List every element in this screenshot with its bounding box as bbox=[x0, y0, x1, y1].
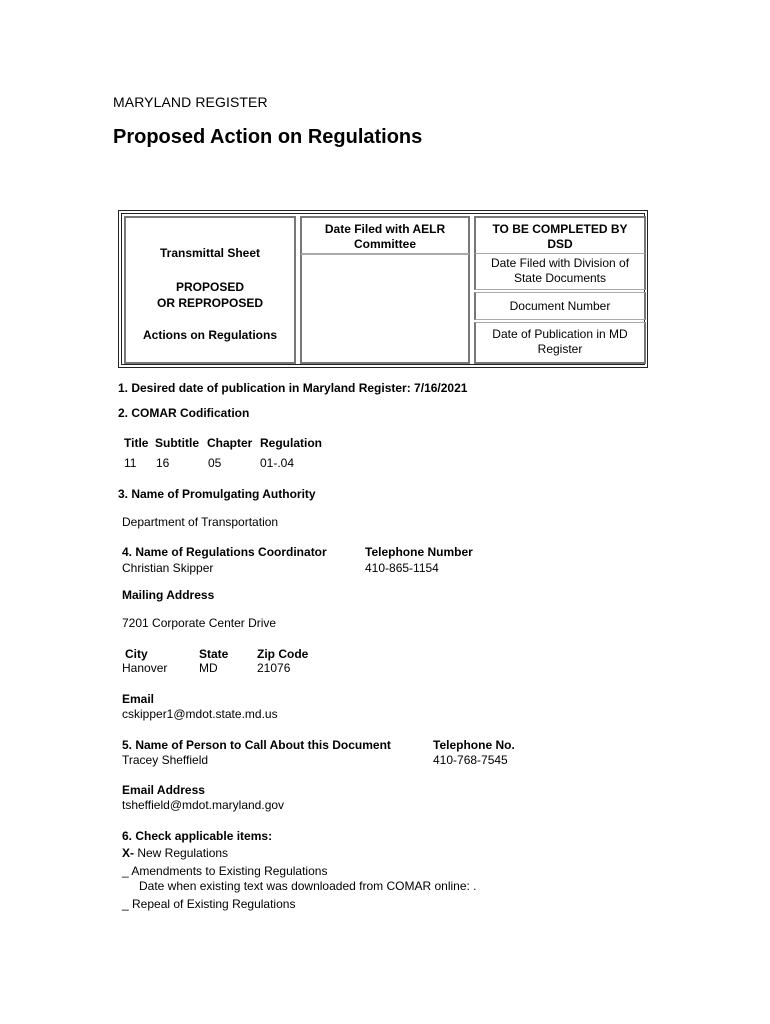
document-number-field[interactable] bbox=[474, 292, 646, 320]
publication-date-label: Date of Publication in MD Register bbox=[492, 327, 628, 356]
item-new-mark: X- bbox=[122, 846, 134, 860]
promulgating-authority-value: Department of Transportation bbox=[122, 515, 279, 529]
transmittal-sheet-label: Transmittal Sheet bbox=[159, 246, 261, 260]
dsd-header-text: TO BE COMPLETED BY DSD bbox=[492, 222, 628, 251]
city-value: Hanover bbox=[122, 661, 168, 675]
comar-header-chapter: Chapter bbox=[207, 436, 253, 450]
transmittal-inner bbox=[121, 213, 645, 365]
coordinator-phone: 410-865-1154 bbox=[365, 561, 439, 575]
applicable-items-label: 6. Check applicable items: bbox=[122, 829, 273, 843]
register-label: MARYLAND REGISTER bbox=[113, 94, 268, 110]
page-title: Proposed Action on Regulations bbox=[113, 126, 423, 148]
comar-value-title: 11 bbox=[124, 456, 137, 470]
dsd-date-filed-label: Date Filed with Division of State Documents bbox=[490, 256, 630, 285]
aelr-date-header bbox=[300, 216, 470, 254]
state-value: MD bbox=[199, 661, 218, 675]
city-label: City bbox=[125, 647, 148, 661]
contact-person-name: Tracey Sheffield bbox=[122, 753, 209, 767]
item-repeal: _ Repeal of Existing Regulations bbox=[122, 897, 296, 911]
comar-header-regulation: Regulation bbox=[260, 436, 322, 450]
comar-header-title: Title bbox=[124, 436, 149, 450]
item-amendments-note: Date when existing text was downloaded from COMAR online: . bbox=[139, 879, 477, 893]
contact-email-label: Email Address bbox=[122, 783, 205, 797]
contact-phone-label: Telephone No. bbox=[433, 738, 515, 752]
comar-value-regulation: 01-.04 bbox=[260, 456, 295, 470]
zip-label: Zip Code bbox=[257, 647, 309, 661]
item-amendments: _ Amendments to Existing Regulations bbox=[122, 864, 328, 878]
contact-person-label: 5. Name of Person to Call About this Document bbox=[122, 738, 391, 752]
aelr-date-header-text: Date Filed with AELR Committee bbox=[324, 222, 446, 251]
transmittal-left-cell bbox=[124, 216, 296, 364]
mailing-address-label: Mailing Address bbox=[122, 588, 215, 602]
coordinator-email: cskipper1@mdot.state.md.us bbox=[122, 707, 278, 721]
dsd-header bbox=[474, 216, 646, 254]
state-label: State bbox=[199, 647, 229, 661]
document-number-label: Document Number bbox=[509, 299, 611, 313]
item-new-regulations bbox=[122, 846, 228, 860]
publication-date-field[interactable] bbox=[474, 322, 646, 364]
promulgating-authority-label: 3. Name of Promulgating Authority bbox=[118, 487, 316, 501]
actions-label: Actions on Regulations bbox=[142, 328, 277, 342]
contact-email: tsheffield@mdot.maryland.gov bbox=[122, 798, 285, 812]
desired-publication-date: 1. Desired date of publication in Maryland Register: 7/16/2021 bbox=[118, 381, 468, 395]
comar-codification-label: 2. COMAR Codification bbox=[118, 406, 250, 420]
aelr-date-field[interactable] bbox=[300, 254, 470, 364]
regulations-coordinator-name: Christian Skipper bbox=[122, 561, 214, 575]
reproposed-label: OR REPROPOSED bbox=[156, 296, 264, 310]
contact-phone: 410-768-7545 bbox=[433, 753, 508, 767]
proposed-label: PROPOSED bbox=[175, 280, 244, 294]
item-new-text: New Regulations bbox=[137, 846, 229, 860]
dsd-date-filed-field[interactable] bbox=[474, 254, 646, 290]
comar-value-subtitle: 16 bbox=[156, 456, 170, 470]
coordinator-phone-label: Telephone Number bbox=[365, 545, 473, 559]
comar-value-chapter: 05 bbox=[208, 456, 222, 470]
transmittal-box bbox=[118, 210, 648, 368]
mailing-address: 7201 Corporate Center Drive bbox=[122, 616, 277, 630]
comar-header-subtitle: Subtitle bbox=[155, 436, 199, 450]
coordinator-email-label: Email bbox=[122, 692, 155, 706]
regulations-coordinator-label: 4. Name of Regulations Coordinator bbox=[122, 545, 327, 559]
zip-value: 21076 bbox=[257, 661, 291, 675]
